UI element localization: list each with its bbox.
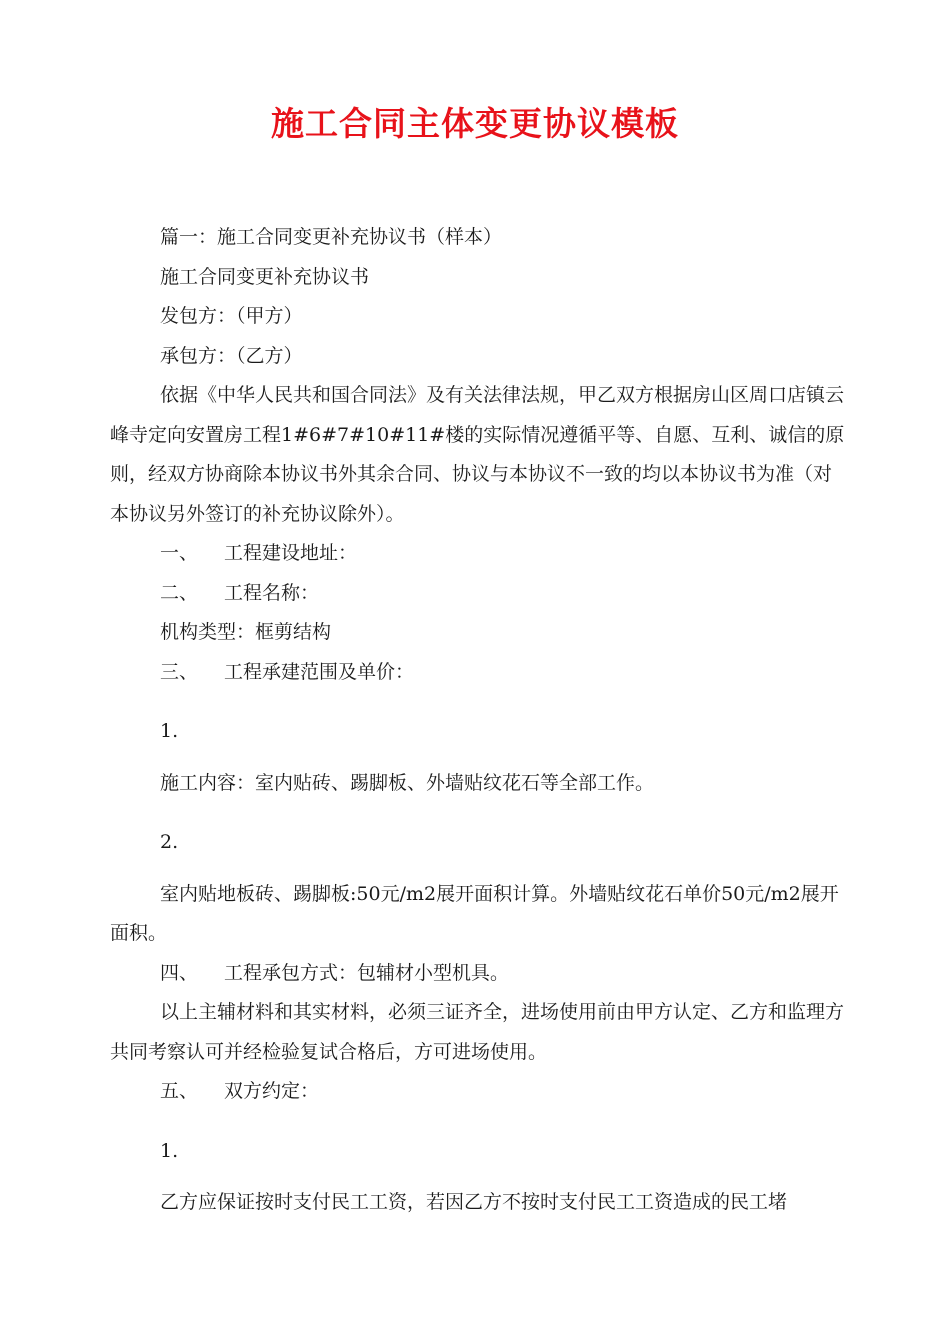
party-b-line: 承包方：（乙方） xyxy=(160,344,303,367)
clause-number: 一、 xyxy=(160,542,199,564)
list-number: 2. xyxy=(160,831,179,853)
clause-text: 双方约定： xyxy=(224,1080,320,1102)
clause-heading xyxy=(110,653,845,693)
clause-text: 工程承建范围及单价： xyxy=(224,660,415,683)
clause-text: 工程名称： xyxy=(224,581,320,604)
clause-number: 三、 xyxy=(160,660,199,683)
list-number: 1. xyxy=(160,1139,179,1162)
section-heading: 篇一：施工合同变更补充协议书（样本） xyxy=(160,226,503,248)
clause-text: 工程建设地址： xyxy=(224,542,358,564)
clause-number: 五、 xyxy=(160,1080,199,1102)
party-a-line: 发包方：（甲方） xyxy=(160,305,303,327)
agreement-title: 施工合同变更补充协议书 xyxy=(160,265,370,288)
clause-heading xyxy=(110,954,845,994)
list-item-text: 施工内容：室内贴砖、踢脚板、外墙贴纹花石等全部工作。 xyxy=(160,771,655,794)
document-title: 施工合同主体变更协议模板 xyxy=(271,104,679,143)
body-paragraph: 以上主辅材料和其实材料，必须三证齐全，进场使用前由甲方认定、乙方和监理方共同考察认可并经检验复试合格后，方可进场使用。 xyxy=(110,1001,845,1063)
list-item-text: 乙方应保证按时支付民工工资，若因乙方不按时支付民工工资造成的民工堵 xyxy=(160,1191,788,1213)
list-item-text: 室内贴地板砖、踢脚板:50元/m2展开面积计算。外墙贴纹花石单价50元/m2展开面积。 xyxy=(110,882,839,944)
clause-heading xyxy=(110,534,845,574)
clause-number: 二、 xyxy=(160,581,199,604)
preamble-paragraph: 依据《中华人民共和国合同法》及有关法律法规，甲乙双方根据房山区周口店镇云峰寺定向安置房工程1#6#7#10#11#楼的实际情况遵循平等、自愿、互利、诚信的原则，经双方协商除本协议书外其余合同、协议与本协议不一致的均以本协议书为准（对本协议另外签订的补充协议除外）。 xyxy=(110,384,845,525)
clause-text: 工程承包方式：包辅材小型机具。 xyxy=(224,961,510,984)
clause-number: 四、 xyxy=(160,961,199,984)
list-number: 1. xyxy=(160,720,179,742)
clause-heading xyxy=(110,1072,845,1112)
structure-type-line: 机构类型：框剪结构 xyxy=(160,621,332,643)
clause-heading xyxy=(110,574,845,614)
document-body xyxy=(110,218,845,1223)
